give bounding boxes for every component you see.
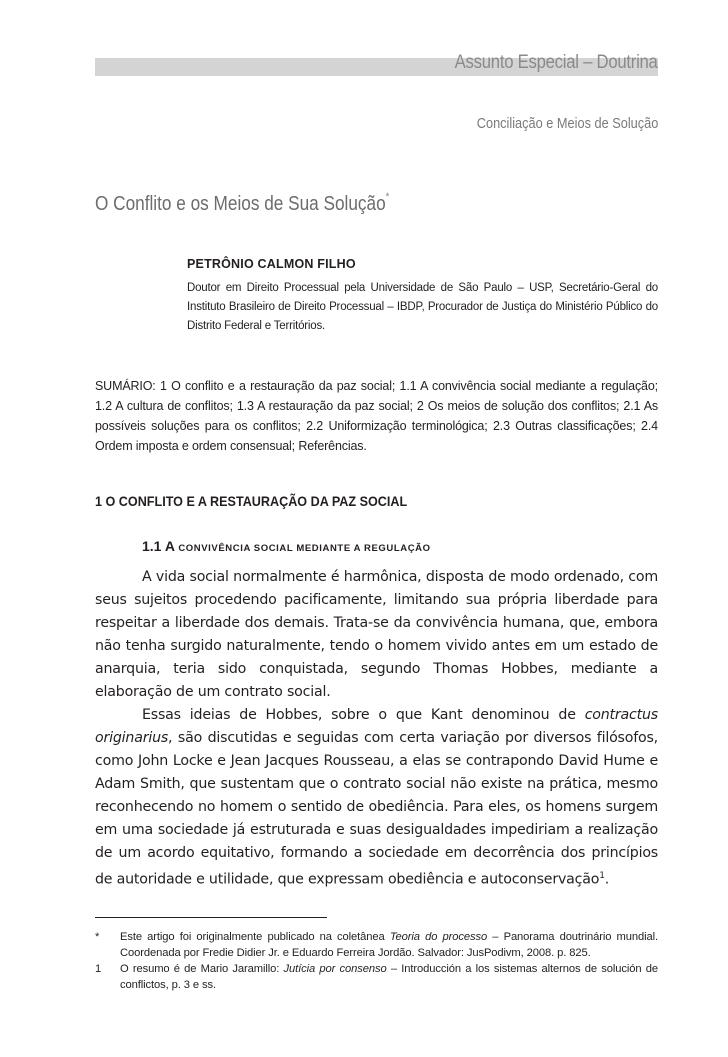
section-heading: 1 O CONFLITO E A RESTAURAÇÃO DA PAZ SOCIAL	[95, 493, 408, 509]
subsection-heading	[142, 538, 431, 554]
paragraph	[95, 704, 658, 892]
footnotes	[95, 929, 658, 993]
italic-term: contractus originarius	[95, 707, 658, 746]
footnote-divider	[95, 917, 327, 918]
footnote-ref: 1	[599, 871, 605, 881]
footnote	[95, 961, 658, 993]
title-footnote-mark: *	[385, 191, 390, 203]
footnote-text-part: – Introducción a los sistemas alternos de solución de conflictos, p. 3 e ss.	[120, 963, 658, 991]
paragraph-text: Essas ideias de Hobbes, sobre o que Kant denominou de	[142, 707, 585, 723]
footnote	[95, 929, 658, 961]
subsection-title: CONVIVÊNCIA SOCIAL MEDIANTE A REGULAÇÃO	[178, 543, 431, 554]
footnote-mark: 1	[95, 963, 102, 975]
footnote-text	[120, 961, 658, 993]
footnote-text	[120, 929, 658, 961]
footnote-italic: Teoria do processo	[389, 931, 488, 943]
subsection-number: 1.1 A	[142, 538, 175, 554]
paragraph-end: .	[604, 871, 610, 888]
header-topic: Conciliação e Meios de Solução	[476, 116, 658, 132]
footnote-text-part: – Panorama doutrinário mundial. Coordenada por Fredie Didier Jr. e Eduardo Ferreira Jordão. Salvador: JusPodivm, 2008. p. 825.	[120, 931, 658, 959]
footnote-text-part: O resumo é de Mario Jaramillo:	[120, 963, 284, 975]
article-title	[95, 193, 389, 216]
header-section: Assunto Especial – Doutrina	[455, 52, 658, 73]
footnote-mark: *	[95, 931, 100, 943]
summary: SUMÁRIO: 1 O conflito e a restauração da paz social; 1.1 A convivência social mediante a regulação; 1.2 A cultura de conflitos; 1.3 A restauração da paz social; 2 Os meios de solução dos conflitos; 2.1 As possíveis soluções para os conflitos; 2.2 Uniformização terminológica; 2.3 Outras classificações; 2.4 Ordem imposta e ordem consensual; Referências.	[95, 379, 658, 453]
author-bio: Doutor em Direito Processual pela Universidade de São Paulo – USP, Secretário-Geral do Instituto Brasileiro de Direito Processual – IBDP, Procurador de Justiça do Ministério Público do Distrito Federal e Territórios.	[187, 282, 658, 332]
paragraph: A vida social normalmente é harmônica, disposta de modo ordenado, com seus sujeitos procedendo pacificamente, limitando sua própria liberdade para respeitar a liberdade dos demais. Trata-se da convivência humana, que, embora não tenha surgido naturalmente, tendo o homem vivido antes em um estado de anarquia, teria sido conquistada, segundo Thomas Hobbes, mediante a elaboração de um contrato social.	[95, 569, 658, 700]
article-title-text: O Conflito e os Meios de Sua Solução	[95, 193, 386, 215]
footnote-text-part: Este artigo foi originalmente publicado na coletânea	[120, 931, 390, 943]
author-name: PETRÔNIO CALMON FILHO	[187, 257, 356, 271]
paragraph-text: , são discutidas e seguidas com certa variação por diversos filósofos, como John Locke e Jean Jacques Rousseau, a elas se contrapondo David Hume e Adam Smith, que sustentam que o contrato social não existe na prática, mesmo reconhecendo no homem o sentido de obediência. Para eles, os homens surgem em uma sociedade já estruturada e suas desigualdades impediriam a realização de um acordo equitativo, formando a sociedade em decorrência dos princípios de autoridade e utilidade, que expressam obediência e autoconservação	[95, 730, 658, 888]
body-text	[95, 566, 658, 892]
footnote-italic: Jutícia por consenso	[283, 963, 387, 975]
